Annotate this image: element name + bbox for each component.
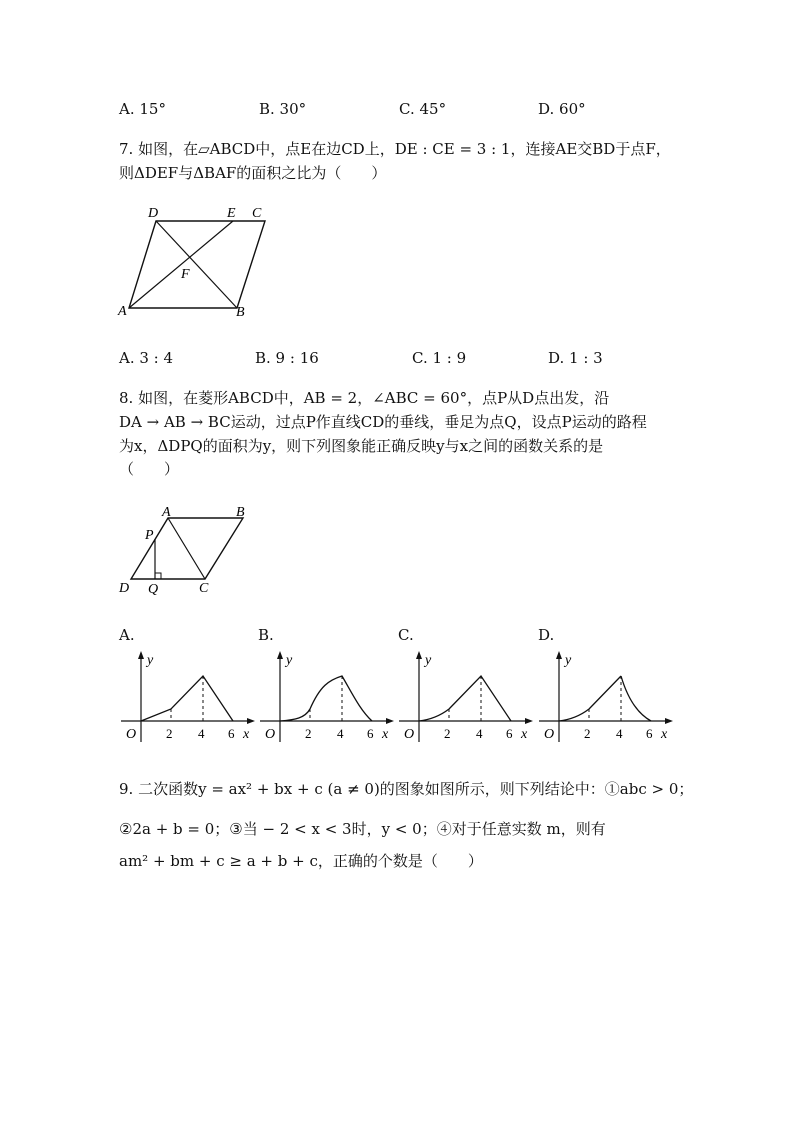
q8-graph-a — [118, 648, 258, 748]
svg-text:x: x — [243, 727, 250, 742]
q9-stem-line3: am² + bm + c ≥ a + b + c，正确的个数是（ ） — [119, 852, 483, 870]
svg-text:6: 6 — [228, 726, 235, 741]
svg-text:2: 2 — [305, 726, 312, 741]
q8-rhombus-figure — [115, 500, 260, 600]
svg-text:O: O — [265, 727, 276, 742]
svg-text:x: x — [661, 727, 668, 742]
label-a: A — [162, 505, 171, 520]
svg-text:6: 6 — [646, 726, 653, 741]
label-q: Q — [148, 582, 159, 597]
q8-graph-a-label: A. — [119, 626, 135, 644]
q7-option-a: A. 3 : 4 — [119, 349, 174, 367]
q6-option-a: A. 15° — [119, 100, 166, 118]
svg-text:2: 2 — [584, 726, 591, 741]
svg-text:6: 6 — [506, 726, 513, 741]
q8-graph-c — [396, 648, 536, 748]
label-d: D — [148, 206, 159, 221]
svg-text:y: y — [286, 653, 293, 668]
svg-text:x: x — [382, 727, 389, 742]
svg-text:4: 4 — [337, 726, 344, 741]
q6-option-c: C. 45° — [399, 100, 447, 118]
svg-text:y: y — [565, 653, 572, 668]
q7-parallelogram-figure — [115, 200, 275, 325]
label-c: C — [199, 581, 209, 596]
label-f: F — [181, 267, 190, 282]
svg-text:4: 4 — [476, 726, 483, 741]
q8-graph-b — [257, 648, 397, 748]
q8-graph-d-label: D. — [538, 626, 555, 644]
label-c: C — [252, 206, 262, 221]
svg-text:2: 2 — [444, 726, 451, 741]
q7-option-d: D. 1 : 3 — [548, 349, 603, 367]
q8-graph-b-label: B. — [258, 626, 274, 644]
svg-text:6: 6 — [367, 726, 374, 741]
q6-option-b: B. 30° — [259, 100, 307, 118]
label-p: P — [145, 528, 154, 543]
svg-text:O: O — [126, 727, 137, 742]
q9-stem-line1: 9. 二次函数y = ax² + bx + c (a ≠ 0)的图象如图所示，则下列结论中：①abc > 0； — [119, 780, 694, 798]
svg-text:4: 4 — [198, 726, 205, 741]
q8-stem-line2: DA → AB → BC运动，过点P作直线CD的垂线，垂足为点Q，设点P运动的路程 — [119, 413, 647, 431]
q8-stem-line3: 为x，ΔDPQ的面积为y，则下列图象能正确反映y与x之间的函数关系的是 — [119, 437, 604, 455]
q7-option-c: C. 1 : 9 — [412, 349, 467, 367]
svg-text:x: x — [521, 727, 528, 742]
label-d: D — [119, 581, 130, 596]
svg-text:y: y — [425, 653, 432, 668]
q7-stem-line1: 7. 如图，在▱ABCD中，点E在边CD上，DE : CE = 3 : 1，连接AE交BD于点F， — [119, 140, 671, 158]
q8-stem-line4: （ ） — [119, 460, 180, 478]
q6-option-d: D. 60° — [538, 100, 586, 118]
label-e: E — [227, 206, 236, 221]
svg-text:O: O — [404, 727, 415, 742]
q8-graph-d — [536, 648, 676, 748]
q9-stem-line2: ②2a + b = 0；③当 − 2 < x < 3时，y < 0；④对于任意实数 m，则有 — [119, 820, 606, 838]
svg-text:O: O — [544, 727, 555, 742]
q7-option-b: B. 9 : 16 — [255, 349, 319, 367]
svg-text:y: y — [147, 653, 154, 668]
q8-stem-line1: 8. 如图，在菱形ABCD中，AB = 2，∠ABC = 60°，点P从D点出发，沿 — [119, 389, 610, 407]
svg-text:2: 2 — [166, 726, 173, 741]
q8-graph-c-label: C. — [398, 626, 414, 644]
svg-text:4: 4 — [616, 726, 623, 741]
q7-stem-line2: 则ΔDEF与ΔBAF的面积之比为（ ） — [119, 164, 387, 182]
label-a: A — [118, 304, 127, 319]
label-b: B — [236, 305, 245, 320]
label-b: B — [236, 505, 245, 520]
